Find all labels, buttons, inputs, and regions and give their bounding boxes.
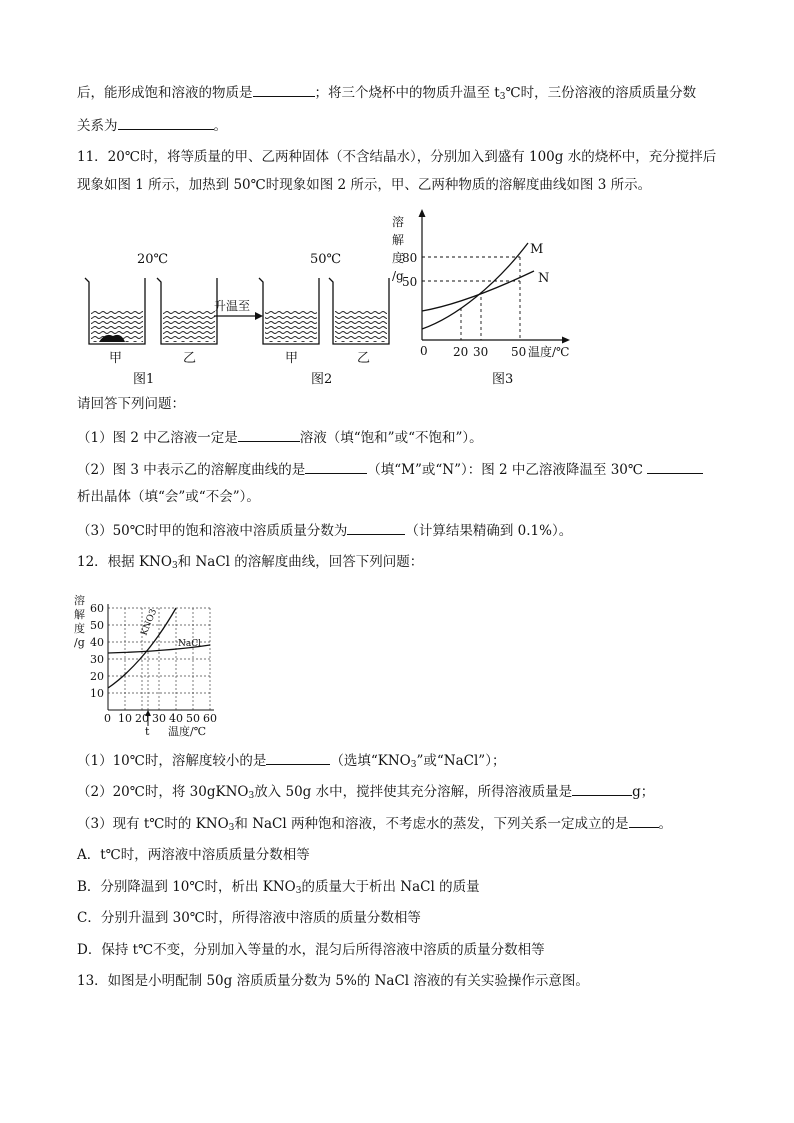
chart-label-nacl: NaCl — [178, 639, 202, 649]
chart-ytick-40: 40 — [90, 636, 104, 649]
heat-arrow-head — [255, 312, 263, 320]
chart-xtick-40: 40 — [169, 712, 183, 725]
q12-option-d: D．保持 t℃不变，分别加入等量的水，混匀后所得溶液中溶质的质量分数相等 — [77, 942, 545, 958]
fig2-beaker-jia — [259, 278, 319, 344]
answer-blank[interactable] — [647, 459, 703, 474]
fig1-temp: 20℃ — [137, 252, 169, 267]
fig3-label-n: N — [538, 271, 550, 286]
heat-arrow-label: 升温至 — [214, 299, 251, 313]
chart-ytick-60: 60 — [90, 602, 104, 615]
answer-blank[interactable] — [347, 520, 405, 535]
fig1-beaker-yi — [157, 278, 217, 344]
q11-line2: 现象如图 1 所示，加热到 50℃时现象如图 2 所示，甲、乙两种物质的溶解度曲线如图 3 所示。 — [77, 177, 652, 193]
fig3-x-arrow — [562, 337, 570, 344]
chart-xtick-50: 50 — [186, 712, 200, 725]
q12-option-a: A．t℃时，两溶液中溶质质量分数相等 — [77, 847, 310, 863]
q13-line1: 13．如图是小明配制 50g 溶质质量分数为 5%的 NaCl 溶液的有关实验操作示意图。 — [77, 973, 589, 989]
fig3-label-m: M — [530, 242, 544, 257]
q12-option-b: B．分别降温到 10℃时，析出 $KNO_3$的质量大于析出 NaCl 的质量 — [77, 879, 480, 896]
chart-xtick-20: 20 — [135, 712, 149, 725]
fig3-y-arrow — [419, 209, 426, 217]
fig2-label-jia: 甲 — [285, 351, 299, 366]
chart-xlabel: 温度/℃ — [168, 725, 207, 738]
answer-blank[interactable] — [305, 459, 367, 474]
chart-xtick-60: 60 — [203, 712, 217, 725]
fig3-ylabel-3: 度 — [392, 251, 405, 265]
chart-xtick-10: 10 — [118, 712, 132, 725]
q11-part2: （2）图 3 中表示乙的溶解度曲线的是 （填“M”或“N”）：图 2 中乙溶液降温至 30℃ — [77, 459, 703, 479]
kno3-nacl-chart — [72, 590, 242, 740]
chart-xtick-0: 0 — [104, 712, 111, 725]
fig1-label-jia: 甲 — [109, 351, 123, 366]
fig1-beaker-jia — [85, 278, 145, 344]
q12-part3: （3）现有 t℃时的 $KNO_3$和 NaCl 两种饱和溶液，不考虑水的蒸发，下列关系一定成立的是 。 — [77, 813, 672, 837]
answer-blank[interactable] — [238, 427, 300, 442]
fig2-temp: 50℃ — [310, 252, 342, 267]
fig2-label-yi: 乙 — [357, 351, 371, 366]
fig3-solubility-chart — [386, 205, 586, 390]
chart-ylabel-1: 溶 — [74, 594, 85, 607]
fig3-curve-m — [422, 243, 528, 329]
q12-option-c: C．分别升温到 30℃时，所得溶液中溶质的质量分数相等 — [77, 910, 421, 926]
chart-ytick-20: 20 — [90, 670, 104, 683]
answer-blank[interactable] — [266, 750, 330, 765]
fig2-beaker-yi — [329, 278, 389, 344]
fig2-caption: 图2 — [311, 372, 333, 387]
chart-grid — [108, 608, 210, 710]
q12-part2: （2）20℃时，将 30gKNO$_3$放入 50g 水中，搅拌使其充分溶解，所得溶液质量是 g； — [77, 781, 654, 805]
q12-part1: （1）10℃时，溶解度较小的是 （选填“$KNO_3$”或“NaCl”）； — [77, 750, 505, 774]
chart-ytick-50: 50 — [90, 619, 104, 632]
answer-blank[interactable] — [118, 115, 214, 130]
fig1-label-yi: 乙 — [183, 351, 197, 366]
answer-blank[interactable] — [572, 781, 632, 796]
beaker-figures — [77, 240, 407, 390]
chart-ytick-10: 10 — [90, 687, 104, 700]
fig3-caption: 图3 — [492, 372, 514, 387]
q11-part2-line2: 析出晶体（填“会”或“不会”）。 — [77, 489, 260, 505]
chart-ylabel-3: 度 — [74, 622, 85, 635]
chart-label-kno3: KNO3 — [139, 607, 160, 638]
q11-part1: （1）图 2 中乙溶液一定是 溶液（填“饱和”或“不饱和”）。 — [77, 427, 483, 447]
answer-blank[interactable] — [629, 813, 659, 828]
chart-ytick-30: 30 — [90, 653, 104, 666]
fig3-xtick-30: 30 — [473, 345, 489, 359]
fig3-ylabel-4: /g — [392, 269, 404, 283]
q10-line2: 关系为 。 — [77, 115, 227, 135]
fig3-ylabel-2: 解 — [392, 233, 405, 247]
fig3-xlabel: 温度/℃ — [528, 345, 570, 359]
chart-ylabel-2: 解 — [74, 608, 85, 621]
chart-ylabel-4: /g — [74, 636, 85, 649]
chart-xtick-30: 30 — [152, 712, 166, 725]
fig3-xtick-50: 50 — [511, 345, 527, 359]
fig3-curve-n — [422, 271, 534, 311]
fig3-ytick-80: 80 — [402, 251, 418, 265]
q11-part3: （3）50℃时甲的饱和溶液中溶质质量分数为 （计算结果精确到 0.1%）。 — [77, 520, 572, 540]
answer-blank[interactable] — [253, 82, 315, 97]
fig1-caption: 图1 — [133, 372, 155, 387]
fig3-ytick-50: 50 — [402, 275, 418, 289]
q11-prompt: 请回答下列问题： — [77, 396, 185, 412]
chart-t-label: t — [145, 725, 150, 738]
q10-line1: 后，能形成饱和溶液的物质是 ；将三个烧杯中的物质升温至 $t_3℃$时，三份溶液的溶质质量分数 — [77, 82, 696, 106]
q12-title: 12．根据 $KNO_3$和 NaCl 的溶解度曲线，回答下列问题： — [77, 554, 424, 571]
fig3-origin: 0 — [420, 344, 428, 358]
fig3-xtick-20: 20 — [453, 345, 469, 359]
fig3-ylabel-1: 溶 — [392, 215, 405, 229]
q11-line1: 11．20℃时，将等质量的甲、乙两种固体（不含结晶水），分别加入到盛有 100g 水的烧杯中，充分搅拌后 — [77, 149, 717, 165]
